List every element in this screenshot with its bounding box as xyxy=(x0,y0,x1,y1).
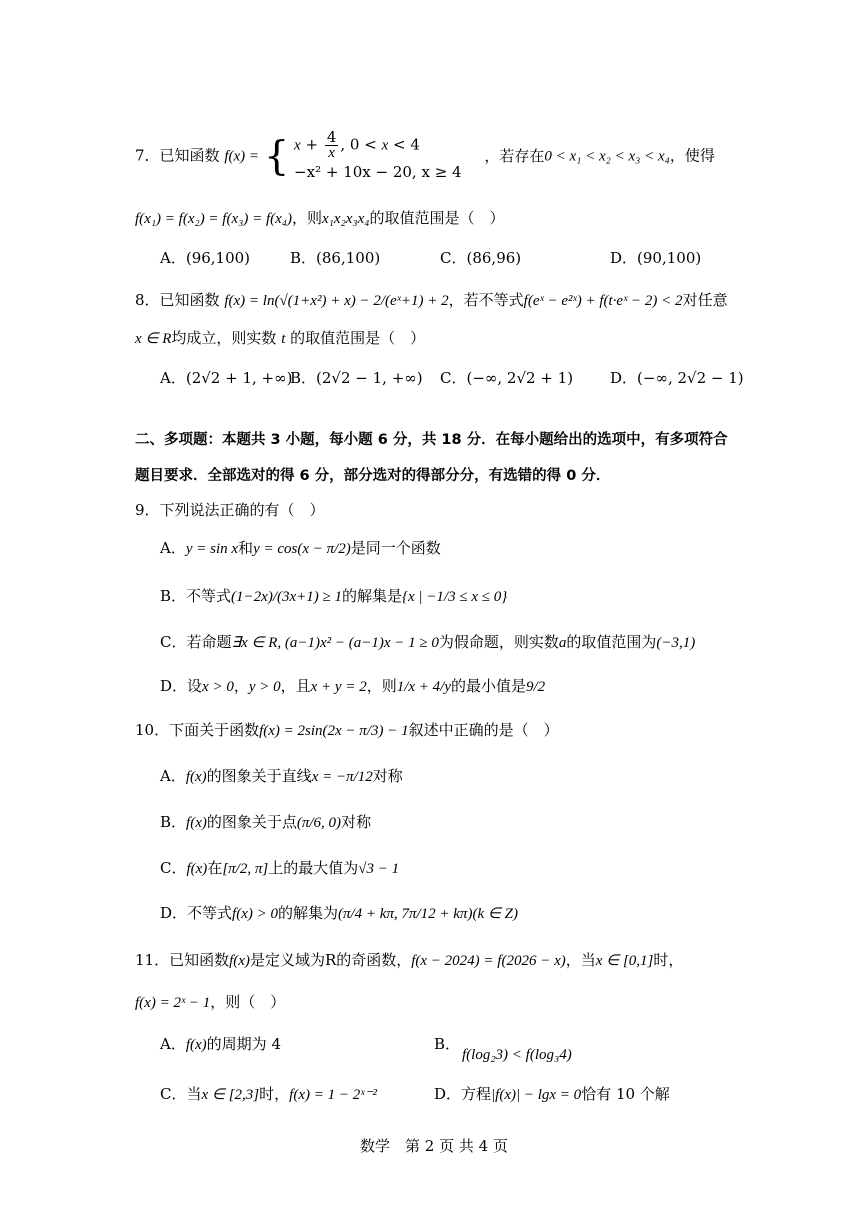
q9-option-c-prop: ∃x ∈ R, (a−1)x² − (a−1)x − 1 ≥ 0 xyxy=(231,635,439,651)
q7-line2b: ，则 xyxy=(292,209,323,227)
q7-option-b-value: (86,100) xyxy=(316,249,381,267)
q10-option-c-label: C． xyxy=(160,859,187,877)
q11-line2 xyxy=(135,992,285,1013)
q10-option-a-label: A． xyxy=(160,767,186,785)
q9-option-c-range: (−3,1) xyxy=(656,635,696,651)
q7-piecewise-brace: { xyxy=(263,133,290,180)
q11-mid: 是定义域为R的奇函数， xyxy=(249,951,412,969)
q7-line1 xyxy=(135,130,715,183)
q7-piecewise xyxy=(294,130,462,183)
q10-option-d-pre: 不等式 xyxy=(187,904,233,922)
q9-option-c-pre: 若命题 xyxy=(186,633,232,651)
q11-line1 xyxy=(135,950,683,971)
q7-line2 xyxy=(135,208,505,229)
q9-option-b xyxy=(160,586,507,607)
q8-option-a xyxy=(160,368,292,388)
q11-option-c xyxy=(160,1084,377,1105)
q11-number: 11． xyxy=(135,951,170,969)
q7-option-d-label: D． xyxy=(610,249,638,267)
q7-option-a xyxy=(160,248,250,268)
q9-option-a-expr2: y = cos(x − π/2) xyxy=(253,541,351,557)
q9-title: 9．下列说法正确的有（ ） xyxy=(135,501,325,519)
q11-option-c-mid: 时， xyxy=(259,1085,290,1103)
q7-mid: ，若存在 xyxy=(484,146,545,165)
q11-equation: f(x − 2024) = f(2026 − x) xyxy=(411,953,566,969)
q10-option-a-mid: 的图象关于直线 xyxy=(206,767,312,785)
q11-line2b: ，则（ ） xyxy=(210,993,286,1011)
q9-option-d-c3: x + y = 2 xyxy=(310,679,367,695)
q8-option-c-label: C． xyxy=(440,369,467,387)
q9-option-d-expr: 1/x + 4/y xyxy=(396,679,451,695)
q7-option-a-value: (96,100) xyxy=(185,249,251,267)
q7-line2c: 的取值范围是（ ） xyxy=(369,209,505,227)
q10-option-a-tail: 对称 xyxy=(372,767,403,785)
q7-case2: −x² + 10x − 20, x ≥ 4 xyxy=(294,163,462,181)
q8-option-b xyxy=(290,368,423,388)
page-footer: 数学 第 2 页 共 4 页 xyxy=(360,1137,508,1155)
q10-option-a-fx: f(x) xyxy=(185,769,207,785)
q11-option-d-tail: 恰有 10 个解 xyxy=(581,1085,670,1103)
q11-option-c-expr: f(x) = 1 − 2ˣ⁻² xyxy=(289,1087,377,1103)
q7-product: x₁x₂x₃x₄ xyxy=(322,211,370,227)
q8-tail: 对任意 xyxy=(682,291,728,309)
section2-heading-line2: 题目要求．全部选对的得 6 分，部分选对的得部分分，有选错的得 0 分． xyxy=(135,468,611,484)
q9-option-c-tail: 的取值范围为 xyxy=(566,633,657,651)
q10-option-d-set: (π/4 + kπ, 7π/12 + kπ)(k ∈ Z) xyxy=(338,906,518,922)
q10-option-d xyxy=(160,903,518,924)
q11-option-d-expr: |f(x)| − lgx = 0 xyxy=(491,1087,582,1103)
q7-fx: f(x) = xyxy=(224,148,260,165)
q9-option-d-label: D． xyxy=(160,677,188,695)
q7-option-c xyxy=(440,248,521,268)
q9-option-c-a: a xyxy=(558,635,567,651)
q10-option-d-ineq: f(x) > 0 xyxy=(232,906,278,922)
q9-option-a-tail: 是同一个函数 xyxy=(350,539,441,557)
q10-option-c-mid: 在 xyxy=(207,859,223,877)
q9-option-d-answer: 9/2 xyxy=(526,679,546,695)
q9-option-d-tail: 的最小值是 xyxy=(451,677,527,695)
q10-option-c-fx: f(x) xyxy=(186,861,208,877)
q11-option-d-label: D． xyxy=(434,1085,462,1103)
q10-title xyxy=(135,720,559,741)
q10-option-d-label: D． xyxy=(160,904,188,922)
q9-option-b-set: {x | −1/3 ≤ x ≤ 0} xyxy=(402,589,508,605)
q10-option-b-mid: 的图象关于点 xyxy=(206,813,297,831)
q9-option-d-sep3: ，则 xyxy=(366,677,397,695)
q11-option-a-tail: 的周期为 4 xyxy=(206,1035,281,1053)
q8-option-a-label: A． xyxy=(160,369,186,387)
q9-option-a xyxy=(160,538,441,559)
q8-option-d xyxy=(610,368,744,388)
q9-option-b-mid: 的解集是 xyxy=(342,587,403,605)
q8-lead: 已知函数 xyxy=(159,291,220,309)
q11-option-c-pre: 当 xyxy=(186,1085,202,1103)
q10-option-b xyxy=(160,812,371,833)
q7-tail: ，使得 xyxy=(669,146,715,165)
q8-variable-t: t xyxy=(281,331,286,347)
q11-option-a xyxy=(160,1034,281,1055)
q10-title-pre: 10．下面关于函数 xyxy=(135,721,260,739)
q9-option-b-pre: 不等式 xyxy=(186,587,232,605)
q10-option-b-expr: (π/6, 0) xyxy=(296,815,342,831)
q9-option-d-sep2: ，且 xyxy=(280,677,311,695)
q11-option-b-label: B． xyxy=(434,1035,461,1053)
q10-option-c-interval: [π/2, π] xyxy=(222,861,269,877)
q11-definition: f(x) = 2ˣ − 1 xyxy=(135,995,211,1011)
q8-domain: x ∈ R xyxy=(135,331,172,347)
q8-mid: ，若不等式 xyxy=(448,291,524,309)
q7-lead: 已知函数 xyxy=(159,146,220,165)
q11-mid2: ，当 xyxy=(565,951,596,969)
q8-inequality: f(eˣ − e²ˣ) + f(t·eˣ − 2) < 2 xyxy=(523,293,683,309)
q11-option-b-expr: f(log₂3) < f(log₃4) xyxy=(462,1047,572,1063)
q10-option-c-value: √3 − 1 xyxy=(358,861,400,877)
q7-option-b xyxy=(290,248,380,268)
q8-option-c-value: (−∞, 2√2 + 1) xyxy=(466,369,574,387)
q9-option-d-c2: y > 0 xyxy=(248,679,281,695)
q9-option-c-mid: 为假命题，则实数 xyxy=(438,633,559,651)
q10-fx: f(x) = 2sin(2x − π/3) − 1 xyxy=(259,723,409,739)
q11-option-d xyxy=(434,1084,670,1105)
q7-option-b-label: B． xyxy=(290,249,317,267)
q11-option-d-pre: 方程 xyxy=(461,1085,492,1103)
q8-option-a-value: (2√2 + 1, +∞) xyxy=(185,369,293,387)
q7-option-d-value: (90,100) xyxy=(637,249,702,267)
q7-case1: x + $\frac{4}{x}$ , 0 < x < 4 xyxy=(294,128,420,161)
q10-option-a xyxy=(160,766,403,787)
q10-option-b-tail: 对称 xyxy=(341,813,372,831)
q10-option-c-mid2: 上的最大值为 xyxy=(268,859,359,877)
q10-option-b-fx: f(x) xyxy=(186,815,207,831)
q9-option-a-mid: 和 xyxy=(238,539,254,557)
q9-option-b-ineq: (1−2x)/(3x+1) ≥ 1 xyxy=(231,589,342,605)
q8-line2c: 的取值范围是（ ） xyxy=(290,329,426,347)
q11-cond: x ∈ [0,1] xyxy=(595,953,654,969)
q8-line2 xyxy=(135,328,425,349)
q10-option-c xyxy=(160,858,399,879)
q7-option-c-label: C． xyxy=(440,249,467,267)
q9-option-a-expr1: y = sin x xyxy=(185,541,239,557)
q9-option-d-pre: 设 xyxy=(187,677,203,695)
q10-title-post: 叙述中正确的是（ ） xyxy=(408,721,559,739)
q11-option-a-fx: f(x) xyxy=(185,1037,207,1053)
q8-option-b-value: (2√2 − 1, +∞) xyxy=(316,369,423,387)
q9-option-d-sep1: ， xyxy=(233,677,249,695)
q8-option-c xyxy=(440,368,573,388)
q11-fx: f(x) xyxy=(229,953,250,969)
q11-option-c-cond: x ∈ [2,3] xyxy=(201,1087,260,1103)
section2-heading-line1: 二、多项题：本题共 3 小题，每小题 6 分，共 18 分．在每小题给出的选项中，有多项符合 xyxy=(135,432,728,448)
q7-number: 7． xyxy=(135,146,160,165)
q8-number: 8． xyxy=(135,291,160,309)
q7-cond: 0 < x₁ < x₂ < x₃ < x₄ xyxy=(544,148,670,165)
q9-option-d-c1: x > 0 xyxy=(202,679,234,695)
q8-option-d-label: D． xyxy=(610,369,638,387)
q8-line1 xyxy=(135,290,728,311)
q8-line2b: 均成立，则实数 xyxy=(171,329,277,347)
q7-option-a-label: A． xyxy=(160,249,186,267)
q8-option-d-value: (−∞, 2√2 − 1) xyxy=(637,369,744,387)
q8-fx: f(x) = ln(√(1+x²) + x) − 2/(eˣ+1) + 2 xyxy=(224,293,449,309)
q7-option-d xyxy=(610,248,701,268)
q9-option-c-label: C． xyxy=(160,633,187,651)
q9-option-c xyxy=(160,632,695,653)
q7-option-c-value: (86,96) xyxy=(466,249,522,267)
q11-option-c-label: C． xyxy=(160,1085,187,1103)
q10-option-d-mid: 的解集为 xyxy=(277,904,338,922)
q11-option-a-label: A． xyxy=(160,1035,186,1053)
q10-option-a-expr: x = −π/12 xyxy=(311,769,373,785)
q7-equalities: f(x₁) = f(x₂) = f(x₃) = f(x₄) xyxy=(135,211,292,227)
q9-option-b-label: B． xyxy=(160,587,187,605)
q10-option-b-label: B． xyxy=(160,813,187,831)
q11-lead: 已知函数 xyxy=(169,951,230,969)
q9-option-a-label: A． xyxy=(160,539,186,557)
q11-option-b xyxy=(434,1034,460,1054)
q11-tail: 时， xyxy=(653,951,684,969)
q11-option-b-expr-line xyxy=(462,1044,572,1065)
q8-option-b-label: B． xyxy=(290,369,317,387)
q9-option-d xyxy=(160,676,545,697)
